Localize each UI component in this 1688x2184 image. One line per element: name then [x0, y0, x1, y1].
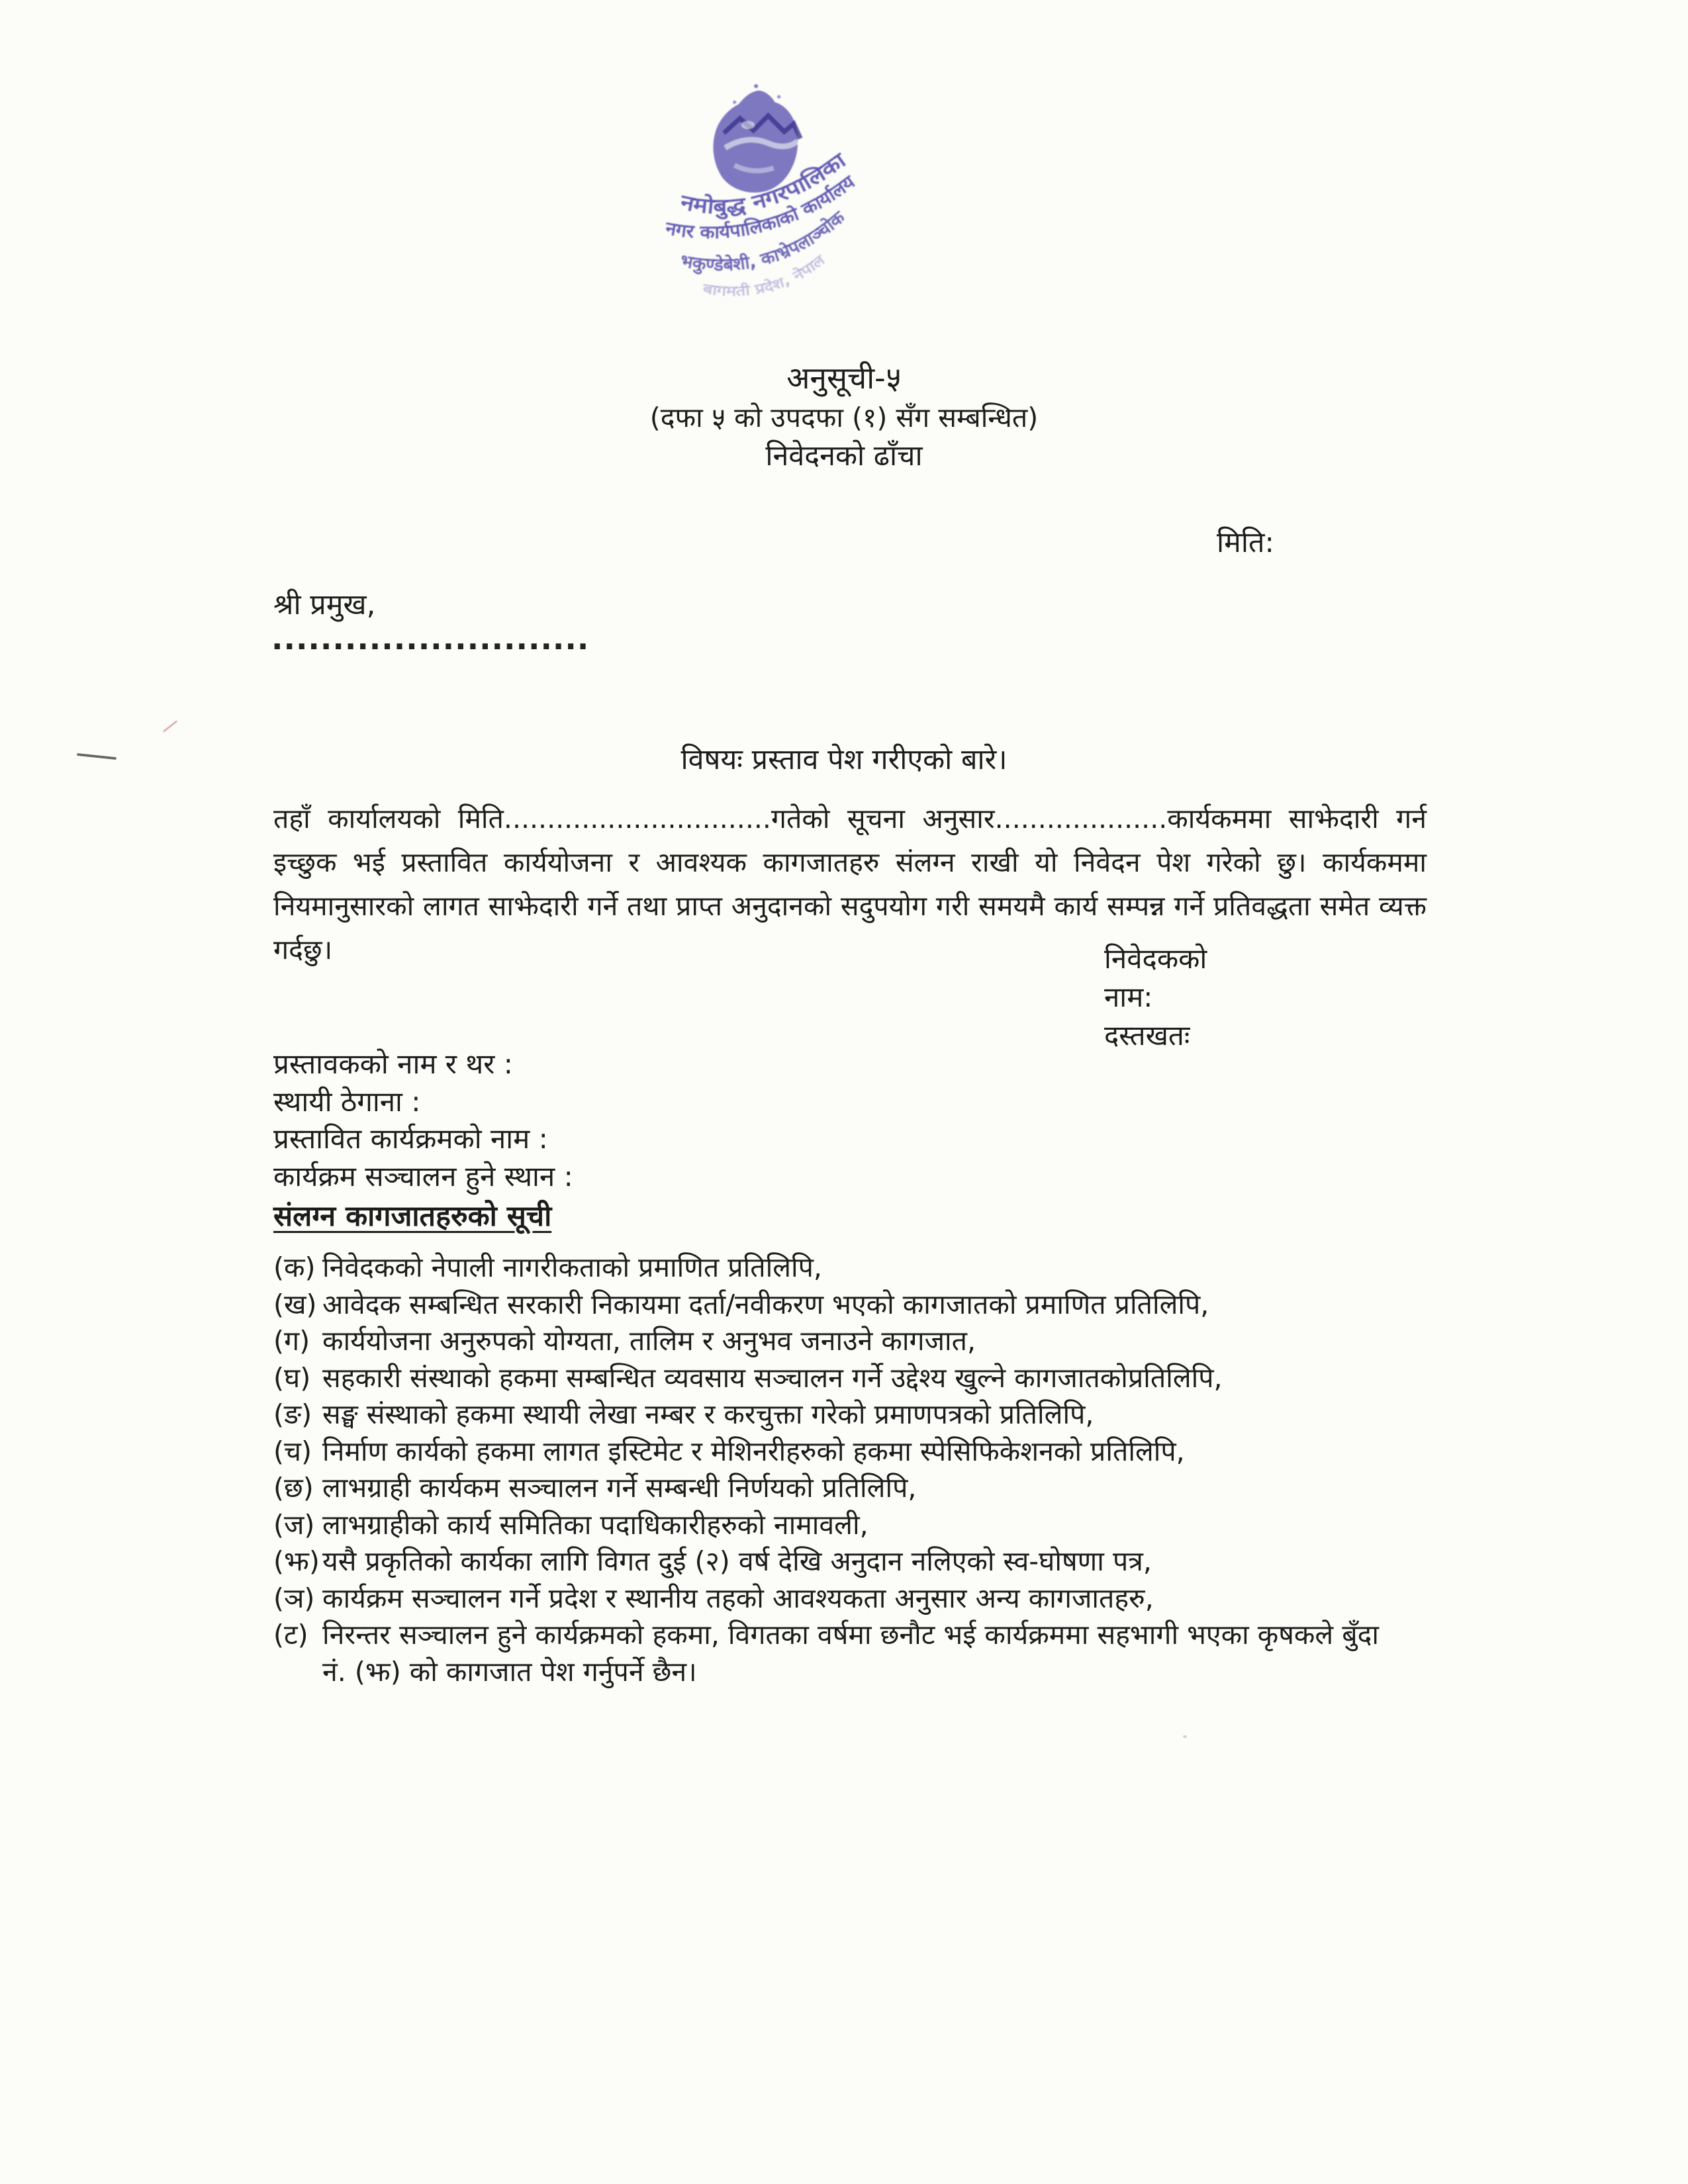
scan-artifact-red-mark [163, 720, 177, 732]
salutation: श्री प्रमुख, [273, 588, 376, 621]
body-paragraph: तहाँ कार्यालयको मिति...............................गतेको सूचना अनुसार....................कार्यकममा साझेदारी गर्न इच्छुक भई प्रस्तावित कार्ययोजना र आवश्यक कागजातहरु संलग्न राखी यो निवेदन पेश गरेको छु। कार्यकममा नियमानुसारको लागत साझेदारी गर्ने तथा प्राप्त अनुदानको सदुपयोग गरी समयमै कार्य सम्पन्न गर्ने प्रतिवद्धता समेत व्यक्त गर्दछु। [273, 803, 1427, 966]
list-item-marker: (ख) [273, 1288, 317, 1320]
list-item [273, 1396, 1403, 1433]
applicant-label: निवेदकको [1104, 942, 1207, 975]
municipality-stamp [655, 81, 887, 312]
list-item-marker: (ज) [273, 1508, 315, 1541]
list-item-marker: (ट) [273, 1619, 308, 1651]
stamp-arc-text-4: बागमती प्रदेश, नेपाल [702, 253, 827, 300]
list-item-text: लाभग्राही कार्यकम सञ्चालन गर्ने सम्बन्धी निर्णयको प्रतिलिपि, [322, 1472, 917, 1504]
list-item [273, 1543, 1403, 1580]
stamp-emblem [713, 84, 800, 193]
list-item-marker: (क) [273, 1251, 316, 1283]
field-proposed-program-name: प्रस्तावित कार्यक्रमको नाम : [273, 1122, 548, 1155]
applicant-signature-label: दस्तखतः [1104, 1019, 1190, 1052]
field-proposer-name: प्रस्तावकको नाम र थर : [273, 1048, 513, 1080]
list-item-text: यसै प्रकृतिको कार्यका लागि विगत दुई (२) वर्ष देखि अनुदान नलिएको स्व-घोषणा पत्र, [322, 1545, 1152, 1577]
stamp-arc-text-2: नगर कार्यपालिकाको कार्यालय [664, 172, 859, 244]
applicant-block [1104, 940, 1207, 1055]
stamp-arc-text-1: नमोबुद्ध नगरपालिका [678, 150, 848, 219]
attachments-heading: संलग्न कागजातहरुको सूची [273, 1200, 552, 1233]
addressee-dotted-line: .......................... [271, 621, 590, 657]
field-permanent-address: स्थायी ठेगाना : [273, 1085, 421, 1118]
list-item-text: निरन्तर सञ्चालन हुने कार्यक्रमको हकमा, विगतका वर्षमा छनौट भई कार्यक्रममा सहभागी भएका कृषकले बुँदा नं. (झ) को कागजात पेश गर्नुपर्ने छैन। [322, 1619, 1380, 1688]
list-item [273, 1250, 1403, 1287]
list-item-marker: (ञ) [273, 1582, 315, 1614]
proposal-fields [273, 1046, 573, 1195]
list-item-text: कार्ययोजना अनुरुपको योग्यता, तालिम र अनुभव जनाउने कागजात, [322, 1325, 976, 1357]
annex-clause-reference: (दफा ५ को उपदफा (१) सँग सम्बन्धित) [649, 402, 1039, 434]
applicant-name-label: नाम: [1104, 981, 1153, 1013]
list-item [273, 1617, 1403, 1690]
form-title: निवेदनको ढाँचा [765, 439, 923, 473]
list-item-marker: (ग) [273, 1325, 310, 1357]
list-item [273, 1470, 1403, 1507]
list-item-marker: (घ) [273, 1361, 311, 1394]
list-item-text: आवेदक सम्बन्धित सरकारी निकायमा दर्ता/नवीकरण भएको कागजातको प्रमाणित प्रतिलिपि, [322, 1288, 1209, 1320]
list-item-marker: (ङ) [273, 1398, 312, 1430]
list-item-text: लाभग्राहीको कार्य समितिका पदाधिकारीहरुको नामावली, [322, 1508, 868, 1541]
stamp-speck [754, 84, 758, 88]
header-title-block [0, 357, 1688, 476]
scan-artifact-dot [1183, 1735, 1187, 1738]
list-item-text: निवेदकको नेपाली नागरीकताको प्रमाणित प्रतिलिपि, [322, 1251, 822, 1283]
field-program-location: कार्यक्रम सञ्चालन हुने स्थान : [273, 1160, 573, 1193]
list-item-text: कार्यक्रम सञ्चालन गर्ने प्रदेश र स्थानीय तहको आवश्यकता अनुसार अन्य कागजातहरु, [322, 1582, 1154, 1614]
stamp-arc-text-3: भकुण्डेबेशी, काभ्रेपलाञ्चोक [679, 207, 849, 275]
list-item [273, 1360, 1403, 1397]
list-item [273, 1287, 1403, 1324]
list-item [273, 1433, 1403, 1471]
list-item-text: निर्माण कार्यको हकमा लागत इस्टिमेट र मेशिनरीहरुको हकमा स्पेसिफिकेशनको प्रतिलिपि, [322, 1435, 1185, 1467]
subject-line: विषयः प्रस्ताव पेश गरीएको बारे। [680, 743, 1008, 776]
attachments-list [273, 1250, 1403, 1690]
list-item [273, 1507, 1403, 1544]
annex-title: अनुसूची-५ [786, 360, 902, 396]
date-label: मिति: [1217, 526, 1274, 559]
list-item [273, 1323, 1403, 1360]
list-item-marker: (छ) [273, 1472, 314, 1504]
list-item [273, 1580, 1403, 1617]
list-item-text: सहकारी संस्थाको हकमा सम्बन्धित व्यवसाय सञ्चालन गर्ने उद्देश्य खुल्ने कागजातकोप्रतिलिपि, [322, 1361, 1223, 1394]
list-item-marker: (च) [273, 1435, 312, 1467]
list-item-text: सङ्घ संस्थाको हकमा स्थायी लेखा नम्बर र करचुक्ता गरेको प्रमाणपत्रको प्रतिलिपि, [322, 1398, 1094, 1430]
list-item-marker: (झ) [273, 1545, 320, 1577]
